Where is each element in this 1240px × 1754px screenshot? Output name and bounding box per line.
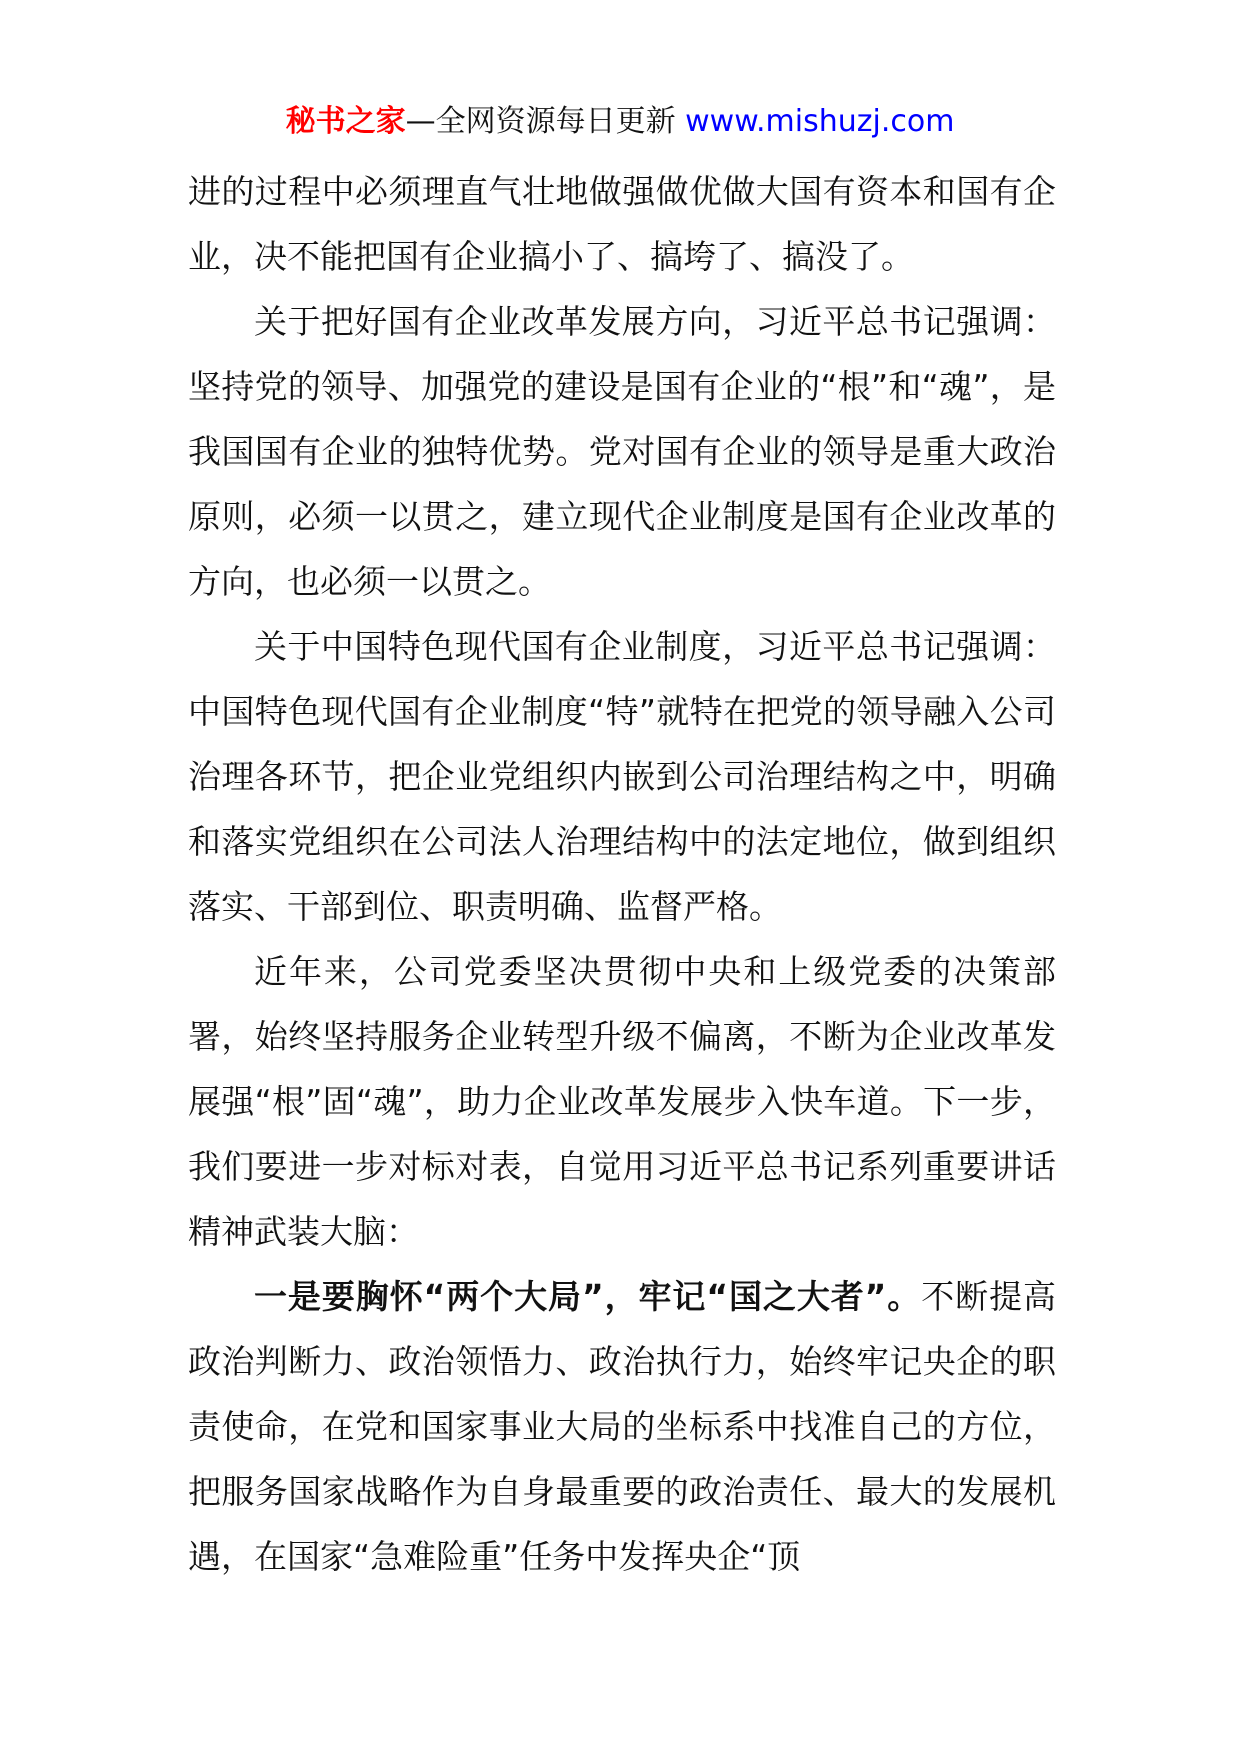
point-one-body: 不断提高政治判断力、政治领悟力、政治执行力，始终牢记央企的职责使命，在党和国家事业大局的坐标系中找准自己的方位，把服务国家战略作为自身最重要的政治责任、最大的发展机遇，在国家“急难险重”任务中发挥央企“顶	[188, 1277, 1056, 1576]
paragraph-enterprise-system: 关于中国特色现代国有企业制度，习近平总书记强调：中国特色现代国有企业制度“特”就特在把党的领导融入公司治理各环节，把企业党组织内嵌到公司治理结构之中，明确和落实党组织在公司法人治理结构中的法定地位，做到组织落实、干部到位、职责明确、监督严格。	[188, 627, 1056, 926]
site-tagline: —全网资源每日更新	[405, 104, 686, 139]
paragraph-recent-years: 近年来，公司党委坚决贯彻中央和上级党委的决策部署，始终坚持服务企业转型升级不偏离，不断为企业改革发展强“根”固“魂”，助力企业改革发展步入快车道。下一步，我们要进一步对标对表，自觉用习近平总书记系列重要讲话精神武装大脑：	[188, 952, 1056, 1251]
site-url-link[interactable]: www.mishuzj.com	[685, 104, 955, 139]
paragraph-reform-direction: 关于把好国有企业改革发展方向，习近平总书记强调：坚持党的领导、加强党的建设是国有企业的“根”和“魂”，是我国国有企业的独特优势。党对国有企业的领导是重大政治原则，必须一以贯之，建立现代企业制度是国有企业改革的方向，也必须一以贯之。	[188, 302, 1056, 601]
site-brand: 秘书之家	[285, 104, 406, 139]
site-header	[0, 102, 1240, 142]
document-body	[188, 159, 1056, 1589]
paragraph-point-one	[188, 1264, 1056, 1589]
paragraph-continuation: 进的过程中必须理直气壮地做强做优做大国有资本和国有企业，决不能把国有企业搞小了、搞垮了、搞没了。	[188, 172, 1056, 276]
point-one-heading: 一是要胸怀“两个大局”，牢记“国之大者”。	[254, 1277, 922, 1316]
